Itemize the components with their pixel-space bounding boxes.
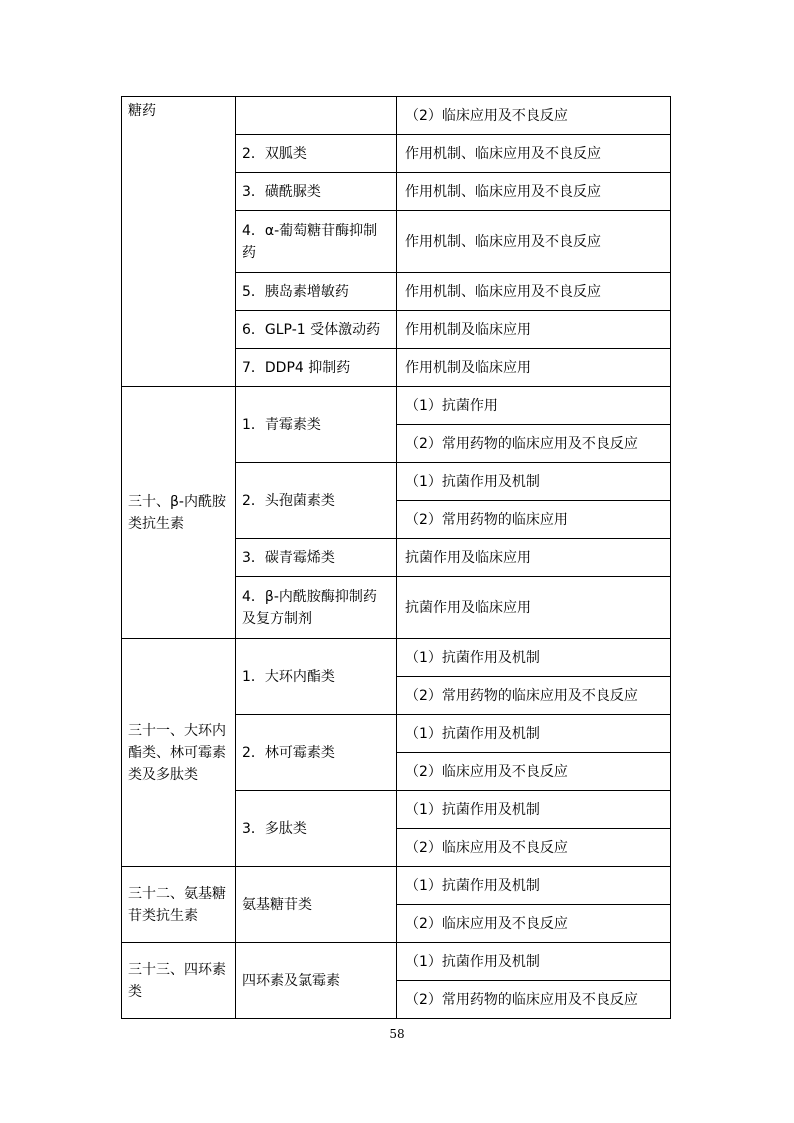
point-cell <box>397 905 671 943</box>
point-text: （1）抗菌作用 <box>405 397 498 414</box>
syllabus-table <box>121 96 671 1019</box>
section-name: 三十一、大环内酯类、林可霉素类及多肽类 <box>128 722 226 783</box>
point-text: 作用机制及临床应用 <box>405 359 531 376</box>
point-cell <box>397 829 671 867</box>
point-text: 作用机制、临床应用及不良反应 <box>405 233 601 250</box>
point-cell <box>397 311 671 349</box>
point-cell <box>397 639 671 677</box>
item-name-cell <box>236 463 397 539</box>
section-name-cell <box>122 97 236 387</box>
point-text: 抗菌作用及临床应用 <box>405 599 531 616</box>
point-cell <box>397 981 671 1019</box>
item-name: 2．双胍类 <box>242 145 307 162</box>
point-cell <box>397 791 671 829</box>
point-text: （2）常用药物的临床应用及不良反应 <box>405 687 638 704</box>
item-name-cell <box>236 173 397 211</box>
point-cell <box>397 211 671 273</box>
point-text: 作用机制及临床应用 <box>405 321 531 338</box>
item-name-cell <box>236 539 397 577</box>
item-name-cell <box>236 273 397 311</box>
point-text: （2）常用药物的临床应用 <box>405 511 568 528</box>
point-cell <box>397 943 671 981</box>
point-cell <box>397 173 671 211</box>
point-cell <box>397 273 671 311</box>
point-cell <box>397 387 671 425</box>
table-row <box>122 943 671 981</box>
page-number: 58 <box>389 1027 405 1041</box>
item-name: 1．大环内酯类 <box>242 668 335 685</box>
section-name-cell <box>122 943 236 1019</box>
point-cell <box>397 753 671 791</box>
point-cell <box>397 577 671 639</box>
table-row <box>122 97 671 135</box>
item-name: 3．磺酰脲类 <box>242 183 321 200</box>
section-name-cell <box>122 639 236 867</box>
item-name: 四环素及氯霉素 <box>242 972 340 989</box>
point-cell <box>397 677 671 715</box>
item-name: 6．GLP-1 受体激动药 <box>242 321 381 338</box>
section-name-cell <box>122 867 236 943</box>
point-text: （1）抗菌作用及机制 <box>405 953 540 970</box>
item-name-cell <box>236 211 397 273</box>
item-name-cell <box>236 867 397 943</box>
point-text: （2）常用药物的临床应用及不良反应 <box>405 435 638 452</box>
table-row <box>122 867 671 905</box>
item-name-cell <box>236 577 397 639</box>
point-text: （1）抗菌作用及机制 <box>405 649 540 666</box>
item-name: 3．多肽类 <box>242 820 307 837</box>
item-name-cell <box>236 135 397 173</box>
section-name: 三十三、四环素类 <box>128 961 226 1000</box>
point-cell <box>397 715 671 753</box>
point-text: （2）临床应用及不良反应 <box>405 763 568 780</box>
point-cell <box>397 463 671 501</box>
item-name-cell <box>236 791 397 867</box>
item-name-cell <box>236 387 397 463</box>
point-cell <box>397 425 671 463</box>
item-name-cell <box>236 349 397 387</box>
point-text: 作用机制、临床应用及不良反应 <box>405 145 601 162</box>
section-name-cell <box>122 387 236 639</box>
point-text: （2）临床应用及不良反应 <box>405 915 568 932</box>
point-text: 作用机制、临床应用及不良反应 <box>405 183 601 200</box>
section-name: 三十、β-内酰胺类抗生素 <box>128 493 226 532</box>
item-name-cell <box>236 311 397 349</box>
table-row <box>122 387 671 425</box>
item-name: 5．胰岛素增敏药 <box>242 283 349 300</box>
item-name: 3．碳青霉烯类 <box>242 549 335 566</box>
item-name: 氨基糖苷类 <box>242 896 312 913</box>
point-text: （2）常用药物的临床应用及不良反应 <box>405 991 638 1008</box>
point-text: （1）抗菌作用及机制 <box>405 473 540 490</box>
point-cell <box>397 539 671 577</box>
point-text: （1）抗菌作用及机制 <box>405 725 540 742</box>
item-name: 1．青霉素类 <box>242 416 321 433</box>
point-text: （1）抗菌作用及机制 <box>405 877 540 894</box>
item-name-cell <box>236 943 397 1019</box>
section-name: 糖药 <box>128 103 156 119</box>
section-name: 三十二、氨基糖苷类抗生素 <box>128 885 226 924</box>
item-name: 4．β-内酰胺酶抑制药及复方制剂 <box>242 588 377 627</box>
point-text: （2）临床应用及不良反应 <box>405 839 568 856</box>
item-name: 7．DDP4 抑制药 <box>242 359 351 376</box>
point-cell <box>397 349 671 387</box>
table-row <box>122 639 671 677</box>
item-name-cell <box>236 639 397 715</box>
point-cell <box>397 501 671 539</box>
item-name: 2．林可霉素类 <box>242 744 335 761</box>
item-name-cell <box>236 97 397 135</box>
item-name-cell <box>236 715 397 791</box>
point-text: （2）临床应用及不良反应 <box>405 107 568 124</box>
point-text: 抗菌作用及临床应用 <box>405 549 531 566</box>
point-cell <box>397 97 671 135</box>
point-text: （1）抗菌作用及机制 <box>405 801 540 818</box>
point-text: 作用机制、临床应用及不良反应 <box>405 283 601 300</box>
point-cell <box>397 867 671 905</box>
item-name: 2．头孢菌素类 <box>242 492 335 509</box>
item-name: 4．α-葡萄糖苷酶抑制药 <box>242 222 378 261</box>
point-cell <box>397 135 671 173</box>
